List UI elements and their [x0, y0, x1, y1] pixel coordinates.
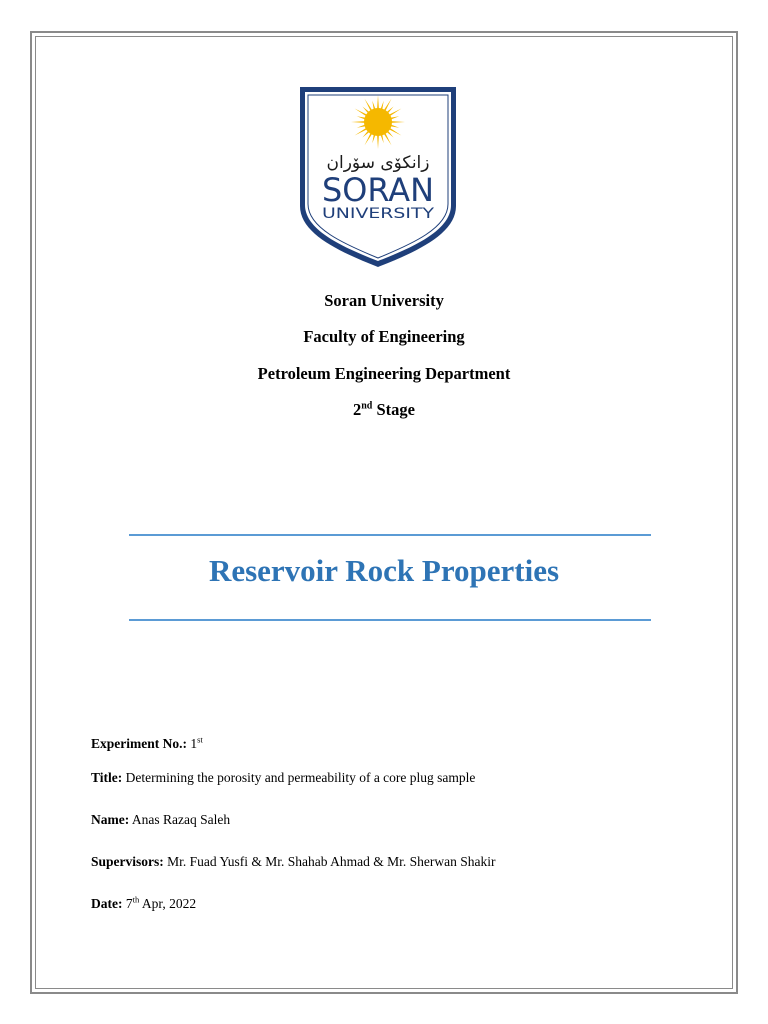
- date-field: [91, 896, 196, 912]
- department-name: Petroleum Engineering Department: [257, 364, 511, 383]
- name-value: Anas Razaq Saleh: [131, 812, 231, 827]
- soran-university-logo: [296, 84, 460, 270]
- stage-suffix: nd: [361, 400, 373, 412]
- date-rest: Apr, 2022: [141, 896, 197, 911]
- stage-word: Stage: [376, 400, 415, 419]
- experiment-suffix: st: [197, 734, 203, 745]
- logo-word-soran: SORAN: [322, 171, 434, 209]
- title-value: Determining the porosity and permeability of a core plug sample: [125, 770, 476, 785]
- experiment-number: 1: [190, 736, 198, 751]
- supervisors-label: Supervisors:: [91, 854, 164, 869]
- title-rule-bottom: [129, 619, 651, 621]
- stage-line: [0, 400, 768, 420]
- logo-arabic-text: زانكۆی سۆران: [326, 153, 430, 173]
- supervisors-field: [91, 854, 496, 870]
- stage-number: 2: [353, 400, 362, 419]
- report-title: Reservoir Rock Properties: [208, 553, 560, 588]
- name-field: [91, 812, 230, 828]
- name-label: Name:: [91, 812, 130, 827]
- experiment-number-field: [91, 736, 203, 752]
- logo-word-university: UNIVERSITY: [322, 206, 435, 222]
- date-day: 7: [125, 896, 133, 911]
- faculty-name: Faculty of Engineering: [303, 327, 465, 346]
- date-suffix: th: [132, 894, 140, 905]
- title-rule-top: [129, 534, 651, 536]
- university-name: Soran University: [324, 291, 444, 310]
- experiment-label: Experiment No.:: [91, 736, 187, 751]
- date-label: Date:: [91, 896, 123, 911]
- title-label: Title:: [91, 770, 123, 785]
- supervisors-value: Mr. Fuad Yusfi & Mr. Shahab Ahmad & Mr. Sherwan Shakir: [167, 854, 496, 869]
- title-field: [91, 770, 475, 786]
- shield-logo-icon: [296, 84, 460, 270]
